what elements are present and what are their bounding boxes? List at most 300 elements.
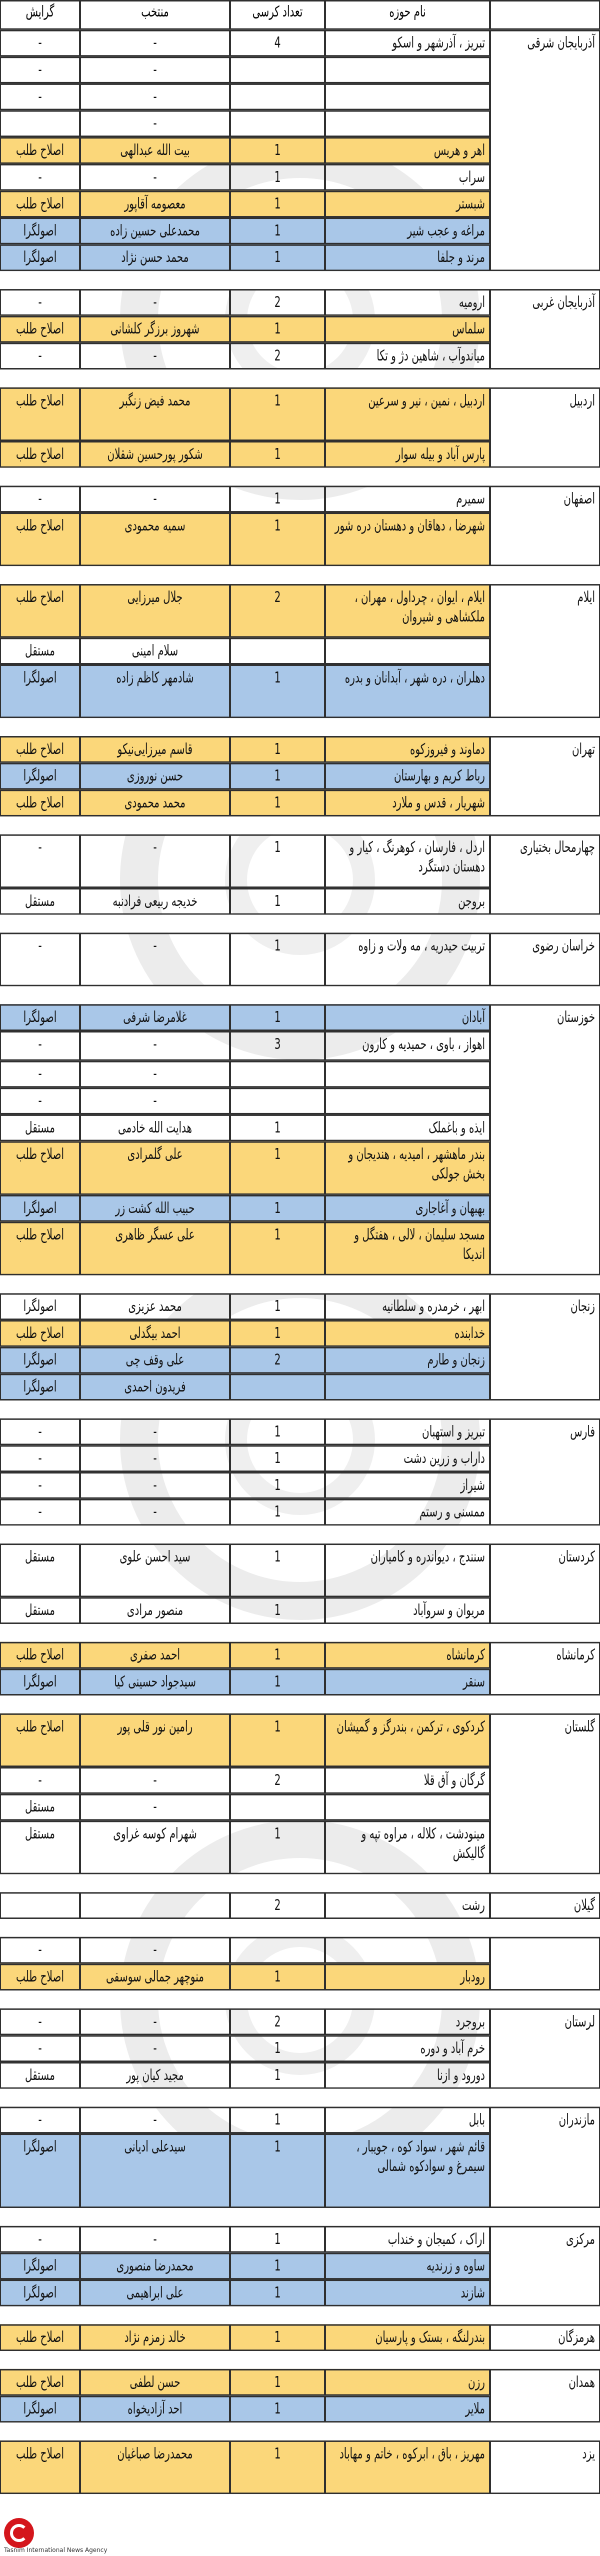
row-separator [0,1696,600,1714]
row-separator [0,2089,600,2107]
row-separator [0,566,600,584]
elected-cell: - [80,343,230,370]
district-cell: دهلران ، دره شهر ، آبدانان و بدره [325,664,490,718]
row-separator [0,2351,600,2369]
province-cell: خوزستان [490,1004,600,1275]
seats-cell: 2 [230,1767,325,1794]
tendency-cell: اصولگرا [0,1347,80,1374]
tendency-cell: - [0,1088,80,1115]
seats-cell: 1 [230,1320,325,1347]
row-separator [0,1991,600,2009]
elected-cell: جلال میرزایی [80,584,230,638]
district-cell: سراب [325,164,490,191]
district-cell [325,1088,490,1115]
district-cell: شهریار ، قدس و ملارد [325,790,490,817]
province-cell: گیلان [490,1892,600,1919]
tendency-cell: - [0,164,80,191]
seats-cell [230,638,325,665]
seats-cell: 1 [230,486,325,513]
elected-cell: - [80,933,230,987]
row-separator [0,369,600,387]
elected-cell: بیت الله عبدالهی [80,137,230,164]
tendency-cell: مستقل [0,2062,80,2089]
elected-cell: - [80,1061,230,1088]
seats-cell: 1 [230,244,325,271]
seats-cell: 1 [230,218,325,245]
province-cell: ایلام [490,584,600,718]
elected-cell: فریدون احمدی [80,1374,230,1401]
seats-cell: 1 [230,2226,325,2253]
district-cell: سنقر [325,1669,490,1696]
district-cell: بهبهان و آغاجاری [325,1195,490,1222]
seats-cell: 2 [230,2008,325,2035]
row-separator [0,1275,600,1293]
district-cell: کردکوی ، ترکمن ، بندرگز و گمیشان [325,1713,490,1767]
seats-cell: 1 [230,164,325,191]
district-cell: اهر و هریس [325,137,490,164]
elected-cell: محمد محمودی [80,790,230,817]
district-cell: قائم شهر ، سواد کوه ، جویبار ، سیمرغ و سوادکوه شمالی [325,2134,490,2208]
elected-cell: - [80,1031,230,1061]
province-cell: کرمانشاه [490,1642,600,1696]
header-elected: منتخب [80,0,230,30]
district-cell [325,1374,490,1401]
district-cell: رودبار [325,1964,490,1991]
province-cell: اردبیل [490,387,600,467]
tendency-cell [0,1892,80,1919]
seats-cell: 1 [230,1713,325,1767]
tendency-cell: اصلاح طلب [0,1141,80,1195]
tendency-cell: اصلاح طلب [0,513,80,567]
district-cell: مهریز ، باق ، ابرکوه ، خاتم و مهاباد [325,2440,490,2494]
district-cell: شازند [325,2280,490,2307]
tendency-cell: اصلاح طلب [0,2440,80,2494]
district-cell: ممسنی و رستم [325,1499,490,1526]
tendency-cell: اصلاح طلب [0,1642,80,1669]
header-province [490,0,600,30]
elected-cell: - [80,1794,230,1821]
tendency-cell: اصولگرا [0,2134,80,2208]
elected-cell: - [80,1767,230,1794]
elected-cell: معصومه آقاپور [80,191,230,218]
elected-cell: محمدعلی حسین زاده [80,218,230,245]
seats-cell [230,83,325,110]
elected-cell: شهرام کوسه غراوی [80,1821,230,1875]
tendency-cell: - [0,1031,80,1061]
elected-cell: - [80,83,230,110]
elected-cell: حسن نوروزی [80,763,230,790]
province-cell: مرکزی [490,2226,600,2306]
elected-cell: علی ابراهیمی [80,2280,230,2307]
district-cell: ملایر [325,2396,490,2423]
seats-cell: 1 [230,1004,325,1031]
header-district: نام حوزه [325,0,490,30]
district-cell: اراک ، کمیجان و خنداب [325,2226,490,2253]
district-cell: کرمانشاه [325,1642,490,1669]
row-separator [0,2306,600,2324]
district-cell: رزن [325,2369,490,2396]
row-separator [0,1401,600,1419]
district-cell: آبادان [325,1004,490,1031]
elected-cell: - [80,2226,230,2253]
seats-cell: 1 [230,933,325,987]
tendency-cell: مستقل [0,1597,80,1624]
seats-cell: 1 [230,2369,325,2396]
seats-cell: 1 [230,1293,325,1320]
elected-cell: - [80,2107,230,2134]
province-cell: هرمزگان [490,2324,600,2351]
district-cell: بندرلنگه ، بستک و پارسیان [325,2324,490,2351]
elected-cell: - [80,1472,230,1499]
elected-cell: احمد بیگدلی [80,1320,230,1347]
province-cell: چهارمحال بختیاری [490,834,600,914]
district-cell [325,1937,490,1964]
footer-agency-name: Tasnim International News Agency [4,2547,108,2554]
seats-cell [230,57,325,84]
district-cell: مینودشت ، کلاله ، مراوه تپه و گالیکش [325,1821,490,1875]
district-cell [325,1061,490,1088]
elected-cell: محمد فیض زنگبر [80,387,230,441]
tendency-cell: اصلاح طلب [0,1713,80,1767]
tendency-cell: اصلاح طلب [0,1964,80,1991]
elected-cell: - [80,30,230,57]
tendency-cell: - [0,1061,80,1088]
seats-cell: 1 [230,441,325,468]
elected-cell: منصور مرادی [80,1597,230,1624]
row-separator [0,2423,600,2441]
elected-cell: - [80,57,230,84]
header-tendency: گرایش [0,0,80,30]
elected-cell: محمد حسن نژاد [80,244,230,271]
elected-cell: سیدعلی ادیانی [80,2134,230,2208]
row-separator [0,1526,600,1544]
tendency-cell: - [0,289,80,316]
tendency-cell: اصولگرا [0,218,80,245]
seats-cell: 1 [230,2396,325,2423]
province-cell: تهران [490,736,600,816]
seats-cell: 1 [230,2280,325,2307]
seats-cell: 1 [230,2035,325,2062]
seats-cell [230,1937,325,1964]
elected-cell: حبیب الله کشت زر [80,1195,230,1222]
elected-cell: علی عسگر ظاهری [80,1222,230,1276]
seats-cell: 1 [230,1964,325,1991]
district-cell: خدابنده [325,1320,490,1347]
district-cell: اردل ، فارسان ، کوهرنگ ، کیار و دهستان دستگرد [325,834,490,888]
district-cell [325,83,490,110]
district-cell: مسجد سلیمان ، لالی ، هفتگل و اندیکا [325,1222,490,1276]
elected-cell: - [80,1445,230,1472]
tendency-cell: اصلاح طلب [0,137,80,164]
province-cell: لرستان [490,2008,600,2088]
district-cell: بابل [325,2107,490,2134]
seats-cell: 1 [230,664,325,718]
elected-cell: خدیجه ربیعی فرادنبه [80,888,230,915]
district-cell: داراب و زرین دشت [325,1445,490,1472]
elected-cell: سیدجواد حسینی کیا [80,1669,230,1696]
district-cell: مریوان و سروآباد [325,1597,490,1624]
tendency-cell: اصولگرا [0,1374,80,1401]
district-cell: میاندوآب ، شاهین دژ و تکا [325,343,490,370]
province-cell: یزد [490,2440,600,2494]
tendency-cell: اصلاح طلب [0,736,80,763]
tendency-cell: اصولگرا [0,1195,80,1222]
province-cell: گلستان [490,1713,600,1874]
elected-cell: رامین نور قلی پور [80,1713,230,1767]
province-cell: کردستان [490,1544,600,1624]
tendency-cell: - [0,1767,80,1794]
seats-cell [230,1794,325,1821]
seats-cell: 1 [230,1821,325,1875]
tendency-cell: اصولگرا [0,2280,80,2307]
elected-cell: سمیه محمودی [80,513,230,567]
province-cell: آذربایجان شرقی [490,30,600,271]
elected-cell: خالد زمزم نژاد [80,2324,230,2351]
tendency-cell: اصلاح طلب [0,1320,80,1347]
seats-cell: 1 [230,1472,325,1499]
elected-cell: - [80,289,230,316]
district-cell: اهواز ، باوی ، حمیدیه و کارون [325,1031,490,1061]
row-separator [0,271,600,289]
elected-cell [80,1892,230,1919]
elected-cell: علی گلمرادی [80,1141,230,1195]
tendency-cell: اصولگرا [0,1669,80,1696]
tendency-cell [0,110,80,137]
tendency-cell: - [0,1418,80,1445]
tendency-cell: - [0,486,80,513]
tendency-cell: اصولگرا [0,2253,80,2280]
seats-cell: 2 [230,289,325,316]
row-separator [0,1624,600,1642]
tendency-cell: - [0,2226,80,2253]
province-cell: فارس [490,1418,600,1525]
elected-cell: حسن لطفی [80,2369,230,2396]
district-cell: ابهر ، خرمدره و سلطانیه [325,1293,490,1320]
tendency-cell: - [0,2008,80,2035]
district-cell: سلماس [325,316,490,343]
tendency-cell: اصلاح طلب [0,2324,80,2351]
seats-cell: 2 [230,584,325,638]
tendency-cell: - [0,83,80,110]
elected-cell: علی وقف چی [80,1347,230,1374]
tendency-cell: - [0,2035,80,2062]
row-separator [0,468,600,486]
tendency-cell: مستقل [0,888,80,915]
tendency-cell: مستقل [0,1114,80,1141]
district-cell: ساوه و زرندیه [325,2253,490,2280]
seats-cell: 1 [230,2134,325,2208]
tendency-cell: - [0,30,80,57]
district-cell: شیراز [325,1472,490,1499]
row-separator [0,718,600,736]
row-separator [0,986,600,1004]
tendency-cell: - [0,1937,80,1964]
seats-cell [230,1061,325,1088]
seats-cell: 1 [230,888,325,915]
elected-cell: - [80,1088,230,1115]
elected-cell: احمد صفری [80,1642,230,1669]
seats-cell: 1 [230,191,325,218]
row-separator [0,816,600,834]
seats-cell: 1 [230,763,325,790]
elected-cell: - [80,1937,230,1964]
district-cell [325,638,490,665]
tendency-cell: - [0,933,80,987]
district-cell: سمیرم [325,486,490,513]
tendency-cell: مستقل [0,1821,80,1875]
district-cell: ایلام ، ایوان ، چرداول ، مهران ، ملکشاهی و شیروان [325,584,490,638]
tasnim-logo-icon [10,2524,28,2542]
district-cell: شهرضا ، دهاقان و دهستان دره شور [325,513,490,567]
district-cell: تبریز ، آذرشهر و اسکو [325,30,490,57]
seats-cell: 1 [230,1222,325,1276]
tendency-cell: اصلاح طلب [0,790,80,817]
province-cell: همدان [490,2369,600,2423]
tendency-cell: - [0,1499,80,1526]
district-cell: تبریز و استهبان [325,1418,490,1445]
tendency-cell: - [0,834,80,888]
seats-cell: 1 [230,1418,325,1445]
tendency-cell: اصولگرا [0,1293,80,1320]
seats-cell: 2 [230,1347,325,1374]
elected-cell: احد آزادیخواه [80,2396,230,2423]
tendency-cell: - [0,57,80,84]
tendency-cell: اصلاح طلب [0,584,80,638]
district-cell: دورود و ازنا [325,2062,490,2089]
district-cell: دماوند و فیروزکوه [325,736,490,763]
elected-cell: - [80,110,230,137]
tendency-cell: اصلاح طلب [0,1222,80,1276]
seats-cell: 1 [230,1141,325,1195]
province-cell: مازندران [490,2107,600,2208]
elected-cell: سید احسن علوی [80,1544,230,1598]
elected-cell: منوچهر جمالی سوسفی [80,1964,230,1991]
seats-cell: 1 [230,834,325,888]
seats-cell [230,110,325,137]
elected-cell: قاسم میرزایی‌نیکو [80,736,230,763]
district-cell: سنندج ، دیواندره و کامیاران [325,1544,490,1598]
district-cell: رشت [325,1892,490,1919]
seats-cell: 1 [230,1499,325,1526]
seats-cell: 1 [230,513,325,567]
row-separator [0,2208,600,2226]
district-cell: ایذه و باغملک [325,1114,490,1141]
elected-cell: محمد عزیزی [80,1293,230,1320]
district-cell: تربیت حیدریه ، مه ولات و زاوه [325,933,490,987]
seats-cell: 2 [230,343,325,370]
elected-cell: - [80,486,230,513]
seats-cell: 1 [230,2253,325,2280]
elected-cell: شکور پورحسین شقلان [80,441,230,468]
elected-cell: - [80,1499,230,1526]
tendency-cell: - [0,1472,80,1499]
district-cell [325,57,490,84]
district-cell: پارس آباد و بیله سوار [325,441,490,468]
district-cell: شبستر [325,191,490,218]
table-header [0,0,600,30]
seats-cell: 1 [230,1195,325,1222]
seats-cell: 1 [230,736,325,763]
district-cell: اردبیل ، نمین ، نیر و سرعین [325,387,490,441]
district-cell: زنجان و طارم [325,1347,490,1374]
province-cell [490,1937,600,1991]
tendency-cell: - [0,2107,80,2134]
row-separator [0,1919,600,1937]
district-cell: مرند و جلفا [325,244,490,271]
seats-cell: 3 [230,1031,325,1061]
seats-cell [230,1088,325,1115]
province-cell: خراسان رضوی [490,933,600,987]
tendency-cell: اصولگرا [0,1004,80,1031]
elected-cell: - [80,164,230,191]
elected-cell: - [80,1418,230,1445]
district-cell [325,1794,490,1821]
tendency-cell: اصولگرا [0,664,80,718]
seats-cell: 1 [230,1597,325,1624]
elected-cell: هدایت الله خادمی [80,1114,230,1141]
province-cell: زنجان [490,1293,600,1400]
header-seats: تعداد کرسی [230,0,325,30]
tendency-cell: اصولگرا [0,244,80,271]
seats-cell: 1 [230,1669,325,1696]
elected-cell: شهروز برزگر کلشانی [80,316,230,343]
seats-cell: 1 [230,1544,325,1598]
seats-cell: 1 [230,2107,325,2134]
province-cell: اصفهان [490,486,600,566]
tendency-cell: اصلاح طلب [0,316,80,343]
seats-cell: 1 [230,1114,325,1141]
elected-cell: - [80,2035,230,2062]
elected-cell: مجید کیان پور [80,2062,230,2089]
seats-cell: 1 [230,2324,325,2351]
elected-cell: - [80,2008,230,2035]
tendency-cell: مستقل [0,1794,80,1821]
district-cell: بروجرد [325,2008,490,2035]
province-cell: آذربایجان غربی [490,289,600,369]
row-separator [0,2494,600,2512]
row-separator [0,1874,600,1892]
district-cell: ارومیه [325,289,490,316]
district-cell: مراغه و عجب شیر [325,218,490,245]
tendency-cell: - [0,343,80,370]
district-cell: بروجن [325,888,490,915]
district-cell: گرگان و آق قلا [325,1767,490,1794]
seats-cell: 1 [230,316,325,343]
elected-cell: محمدرضا منصوری [80,2253,230,2280]
district-cell: رباط کریم و بهارستان [325,763,490,790]
tendency-cell: اصلاح طلب [0,441,80,468]
row-separator [0,915,600,933]
tendency-cell: اصلاح طلب [0,191,80,218]
seats-cell [230,1374,325,1401]
tendency-cell: اصلاح طلب [0,2369,80,2396]
seats-cell: 1 [230,790,325,817]
seats-cell: 1 [230,137,325,164]
district-cell [325,110,490,137]
elected-cell: محمدرضا صباغیان [80,2440,230,2494]
seats-cell: 1 [230,1445,325,1472]
district-cell: بندر ماهشهر ، امیدیه ، هندیجان و بخش جولکی [325,1141,490,1195]
seats-cell: 1 [230,387,325,441]
tendency-cell: اصولگرا [0,2396,80,2423]
elected-cell: شادمهر کاظم زاده [80,664,230,718]
tendency-cell: اصولگرا [0,763,80,790]
seats-cell: 1 [230,2440,325,2494]
district-cell: خرم آباد و دوره [325,2035,490,2062]
tendency-cell: - [0,1445,80,1472]
tendency-cell: اصلاح طلب [0,387,80,441]
tendency-cell: مستقل [0,1544,80,1598]
